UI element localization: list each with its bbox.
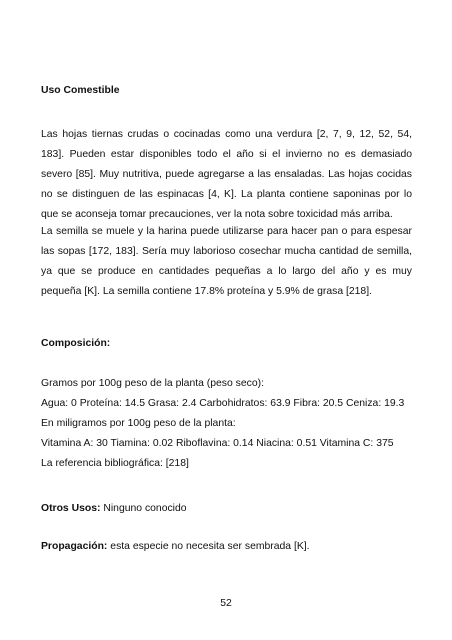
composicion-line: La referencia bibliográfica: [218] (41, 458, 189, 469)
page-number: 52 (220, 598, 232, 609)
composicion-heading: Composición: (41, 338, 111, 349)
composicion-list (41, 374, 412, 474)
composicion-line: Vitamina A: 30 Tiamina: 0.02 Riboflavina: 0.14 Niacina: 0.51 Vitamina C: 375 (41, 438, 394, 449)
otros-usos (41, 499, 412, 519)
propagacion-value: esta especie no necesita ser sembrada [K]. (107, 541, 310, 552)
uso-comestible-heading: Uso Comestible (41, 85, 120, 96)
otros-usos-label: Otros Usos: (41, 503, 101, 514)
otros-usos-value: Ninguno conocido (100, 503, 187, 514)
uso-comestible-paragraph-2: La semilla se muele y la harina puede utilizarse para hacer pan o para espesar las sopas [172, 183]. Sería muy laborioso cosechar mucha cantidad de semilla, ya que se produce en cantidades pequeñas a lo largo del año y es muy pequeña [K]. La semilla contiene 17.8% proteína y 5.9% de grasa [218]. (41, 226, 412, 297)
uso-comestible-paragraph-1: Las hojas tiernas crudas o cocinadas como una verdura [2, 7, 9, 12, 52, 54, 183]. Pueden estar disponibles todo el año si el invierno no es demasiado severo [85]. Muy nutritiva, puede agregarse a las ensaladas. Las hojas cocidas no se distinguen de las espinacas [4, K]. La planta contiene saponinas por lo que se aconseja tomar precauciones, ver la nota sobre toxicidad más arriba. (41, 129, 412, 220)
composicion-line: Gramos por 100g peso de la planta (peso seco): (41, 378, 264, 389)
composicion-line: Agua: 0 Proteína: 14.5 Grasa: 2.4 Carbohidratos: 63.9 Fibra: 20.5 Ceniza: 19.3 (41, 398, 405, 409)
composicion-line: En miligramos por 100g peso de la planta: (41, 418, 236, 429)
propagacion (41, 537, 412, 557)
propagacion-label: Propagación: (41, 541, 108, 552)
